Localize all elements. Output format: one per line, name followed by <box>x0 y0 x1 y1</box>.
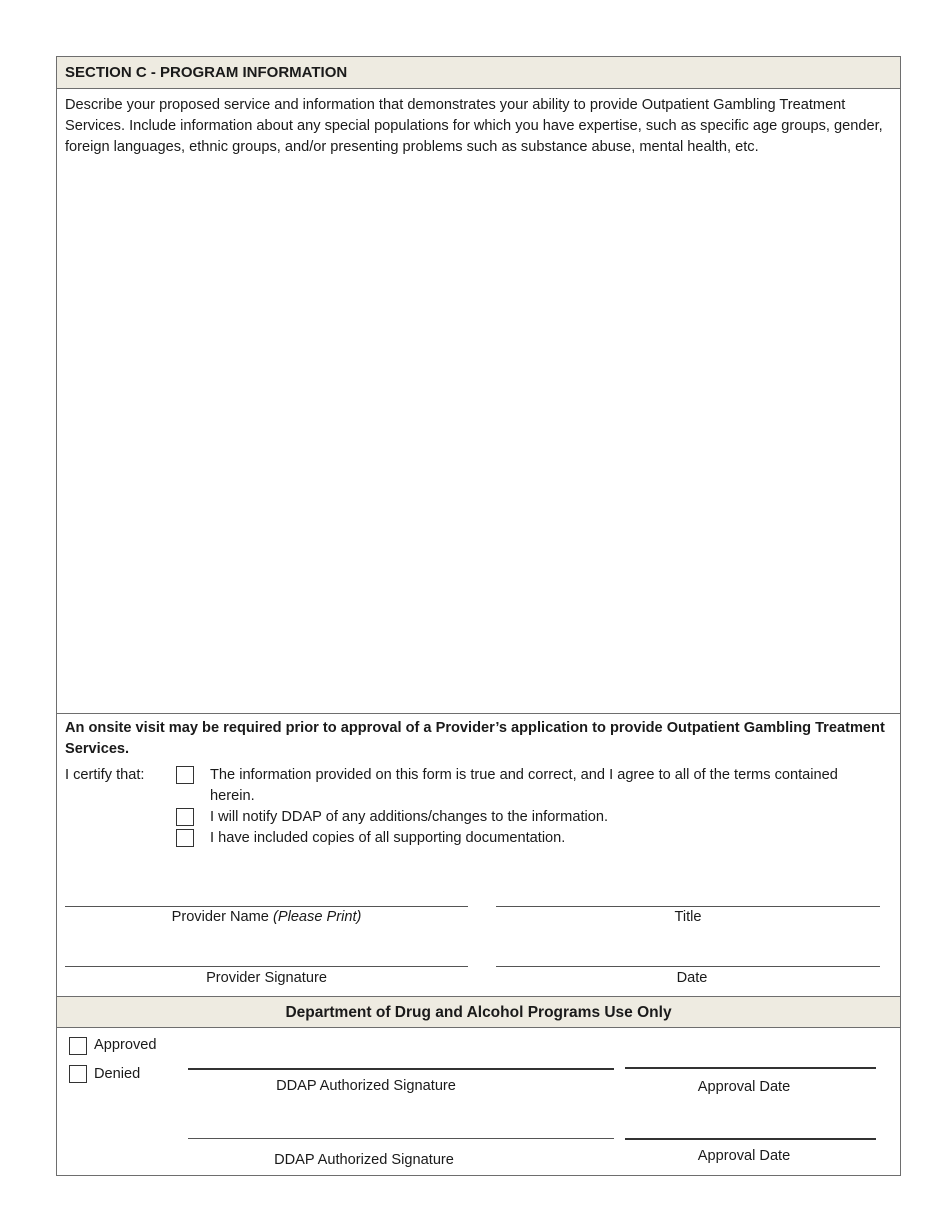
date-line[interactable] <box>496 966 880 967</box>
divider <box>57 713 900 714</box>
certify-notify-text: I will notify DDAP of any additions/changes to the information. <box>210 809 609 825</box>
approval-date-caption-1: Approval Date <box>697 1079 791 1095</box>
certify-notify-checkbox[interactable] <box>176 808 194 826</box>
certify-true-checkbox[interactable] <box>176 766 194 784</box>
denied-checkbox[interactable] <box>69 1065 87 1083</box>
provider-name-note: (Please Print) <box>272 909 362 925</box>
denied-label: Denied <box>94 1066 141 1082</box>
ddap-signature-caption-1: DDAP Authorized Signature <box>276 1078 456 1094</box>
ddap-signature-line-2[interactable] <box>188 1138 614 1139</box>
section-header <box>57 57 900 89</box>
section-title: SECTION C - PROGRAM INFORMATION <box>65 64 348 81</box>
section-instructions: Describe your proposed service and information that demonstrates your ability to provide Outpatient Gambling Treatment Services. Include information about any special populations for which you have expertise, such as specific age groups, gender, foreign languages, ethnic groups, and/or presenting problems such as substance abuse, mental health, etc. <box>65 97 883 155</box>
provider-name-caption <box>65 909 468 925</box>
provider-signature-line[interactable] <box>65 966 468 967</box>
ddap-header <box>57 996 900 1028</box>
approval-date-line-2[interactable] <box>625 1138 876 1140</box>
provider-name-line[interactable] <box>65 906 468 907</box>
approval-date-caption-2: Approval Date <box>697 1148 791 1164</box>
approval-date-line-1[interactable] <box>625 1067 876 1069</box>
date-caption: Date <box>676 970 708 986</box>
title-line[interactable] <box>496 906 880 907</box>
program-information-form <box>56 56 901 1176</box>
approved-checkbox[interactable] <box>69 1037 87 1055</box>
ddap-title: Department of Drug and Alcohol Programs Use Only <box>285 1004 672 1021</box>
certify-lead: I certify that: <box>65 767 145 783</box>
program-description-field[interactable] <box>57 179 900 711</box>
ddap-signature-line-1[interactable] <box>188 1068 614 1070</box>
onsite-visit-notice: An onsite visit may be required prior to approval of a Provider’s application to provide Outpatient Gambling Treatment Services. <box>65 720 885 757</box>
certify-true-text: The information provided on this form is true and correct, and I agree to all of the terms contained herein. <box>210 767 838 804</box>
title-caption: Title <box>674 909 702 925</box>
approved-label: Approved <box>94 1037 157 1053</box>
provider-signature-caption: Provider Signature <box>206 970 327 986</box>
ddap-signature-caption-2: DDAP Authorized Signature <box>274 1152 454 1168</box>
certify-documents-text: I have included copies of all supporting documentation. <box>210 830 566 846</box>
provider-name-label: Provider Name <box>171 909 269 925</box>
certify-documents-checkbox[interactable] <box>176 829 194 847</box>
